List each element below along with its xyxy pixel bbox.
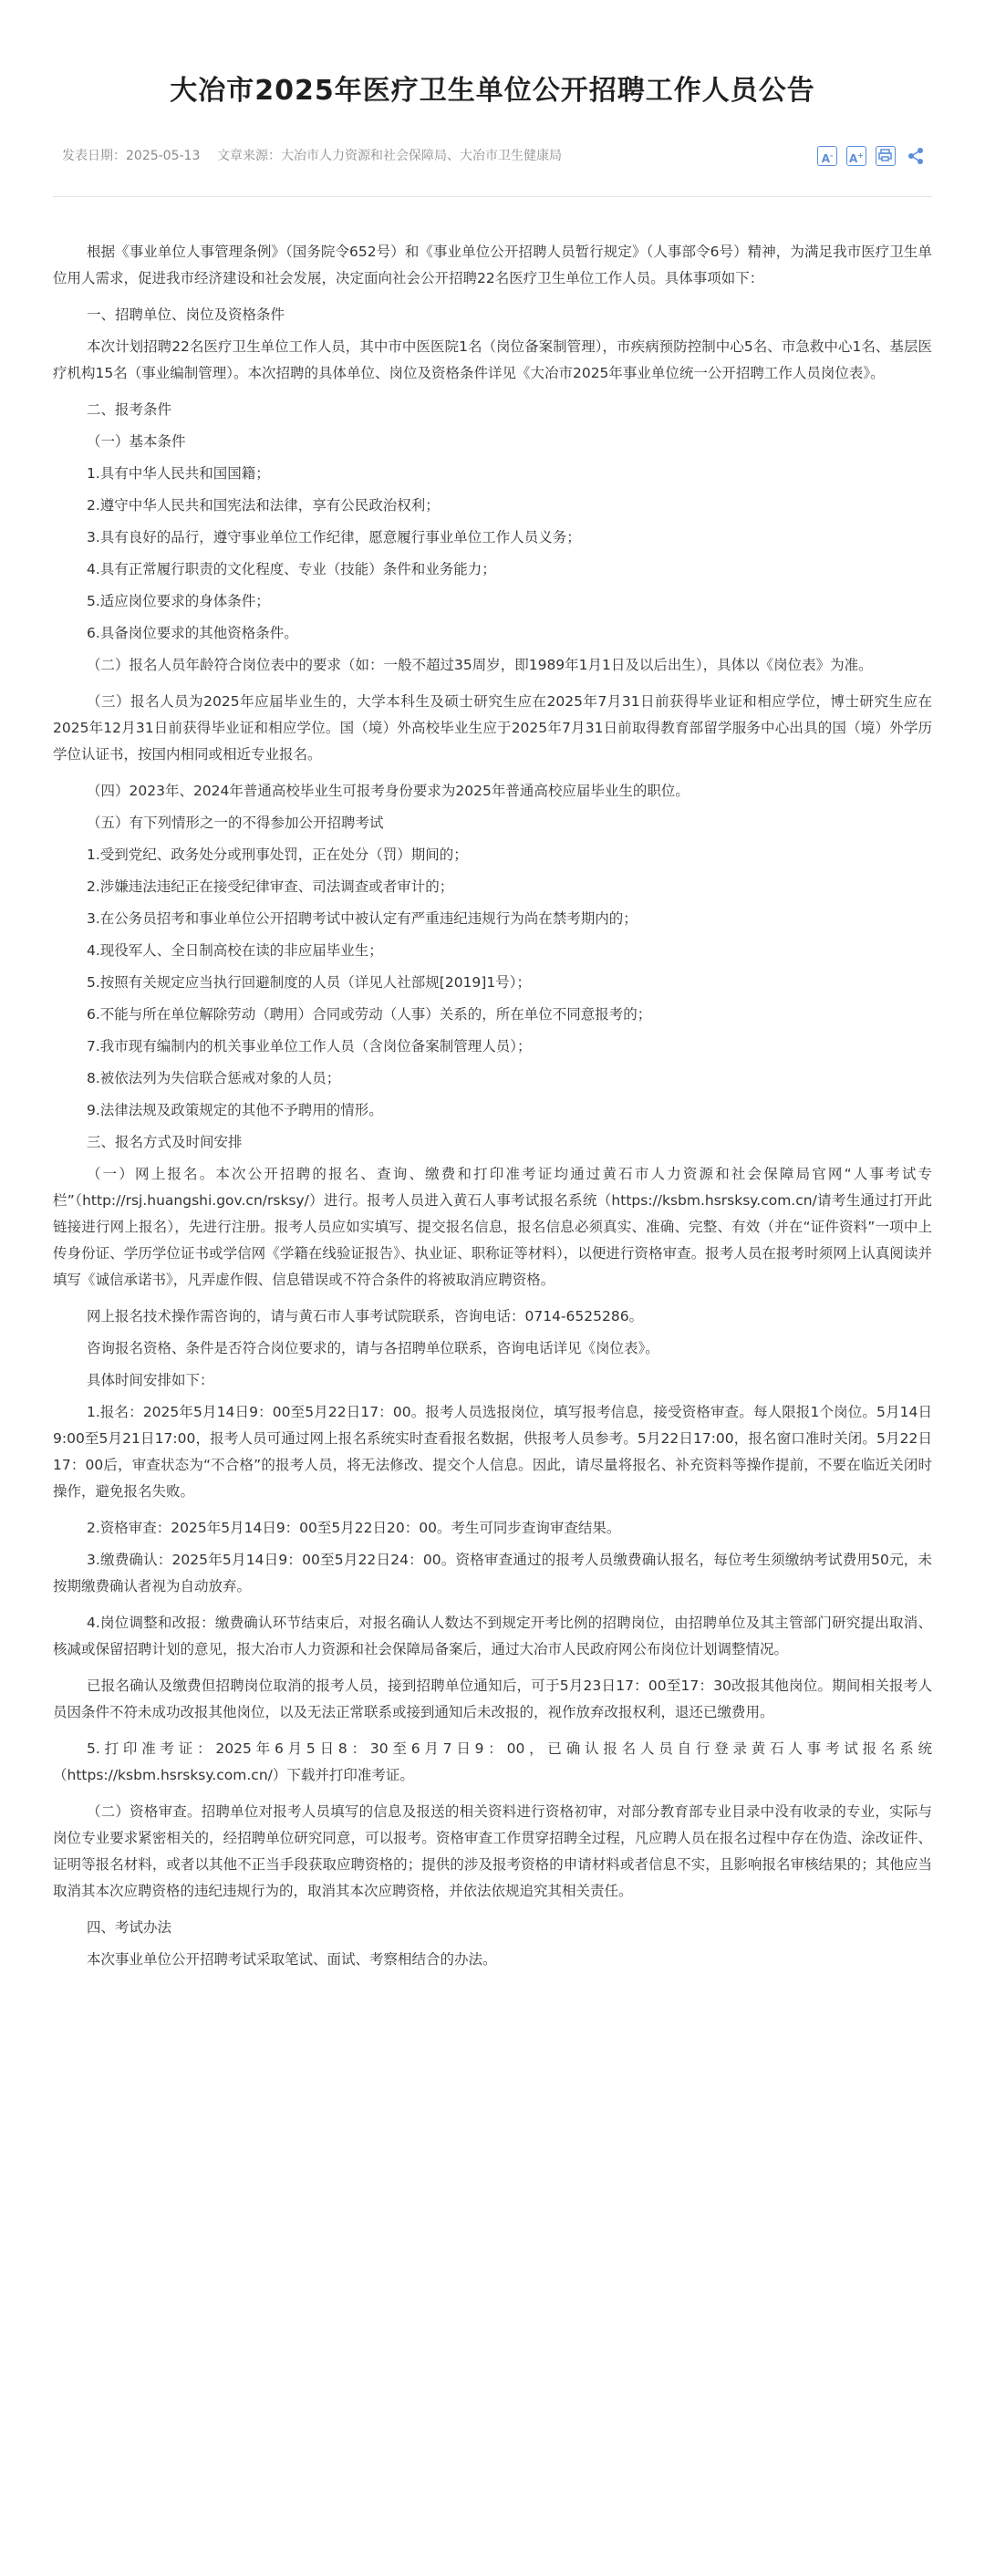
- font-size-increase-button[interactable]: A+: [846, 146, 866, 166]
- paragraph: 5.打印准考证：2025年6月5日8：30至6月7日9：00，已确认报名人员自行登录黄石人事考试报名系统（https://ksbm.hsrsksy.com.cn/）下载并打印准考证。: [53, 1740, 932, 1783]
- list-item: 3.在公务员招考和事业单位公开招聘考试中被认定有严重违纪违规行为尚在禁考期内的；: [87, 910, 638, 927]
- paragraph: （一）网上报名。本次公开招聘的报名、查询、缴费和打印准考证均通过黄石市人力资源和社会保障局官网“人事考试专栏”（http://rsj.huangshi.gov.cn/rsksy/）进行。报考人员进入黄石人事考试报名系统（https://ksbm.hsrsksy.com.cn/请考生通过打开此链接进行网上报名），先进行注册。报考人员应如实填写、提交报名信息，报名信息必须真实、准确、完整、有效（并在“证件资料”一项中上传身份证、学历学位证书或学信网《学籍在线验证报告》、执业证、职称证等材料），以便进行资格审查。报考人员在报考时须网上认真阅读并填写《诚信承诺书》，凡弄虚作假、信息错误或不符合条件的将被取消应聘资格。: [53, 1166, 932, 1288]
- article-source: 大冶市人力资源和社会保障局、大冶市卫生健康局: [281, 149, 562, 163]
- list-item: 2.遵守中华人民共和国宪法和法律，享有公民政治权利；: [87, 497, 440, 514]
- share-icon[interactable]: [906, 146, 926, 166]
- list-item: 7.我市现有编制内的机关事业单位工作人员（含岗位备案制管理人员）；: [87, 1038, 532, 1054]
- paragraph: （二）资格审查。招聘单位对报考人员填写的信息及报送的相关资料进行资格初审，对部分教育部专业目录中没有收录的专业，实际与岗位专业要求紧密相关的，经招聘单位研究同意，可以报考。资格审查工作贯穿招聘全过程，凡应聘人员在报名过程中存在伪造、涂改证件、证明等报名材料，或者以其他不正当手段获取应聘资格的；提供的涉及报考资格的申请材料或者信息不实，且影响报名审核结果的；其他应当取消其本次应聘资格的违纪违规行为的，取消其本次应聘资格，并依法依规追究其相关责任。: [53, 1803, 932, 1899]
- article-title: 大冶市2025年医疗卫生单位公开招聘工作人员公告: [170, 75, 815, 107]
- paragraph: 本次计划招聘22名医疗卫生单位工作人员，其中市中医医院1名（岗位备案制管理），市疾病预防控制中心5名、市急救中心1名、基层医疗机构15名（事业编制管理）。本次招聘的具体单位、岗位及资格条件详见《大冶市2025年事业单位统一公开招聘工作人员岗位表》。: [53, 338, 932, 381]
- paragraph: 具体时间安排如下：: [87, 1372, 214, 1388]
- paragraph: 网上报名技术操作需咨询的，请与黄石市人事考试院联系，咨询电话：0714-6525286。: [87, 1308, 644, 1324]
- source-label: 文章来源：: [217, 149, 281, 163]
- paragraph: 根据《事业单位人事管理条例》（国务院令652号）和《事业单位公开招聘人员暂行规定》（人事部令6号）精神，为满足我市医疗卫生单位用人需求，促进我市经济建设和社会发展，决定面向社会公开招聘22名医疗卫生单位工作人员。具体事项如下：: [53, 244, 932, 286]
- paragraph: 1.报名：2025年5月14日9：00至5月22日17：00。报考人员选报岗位，填写报考信息，接受资格审查。每人限报1个岗位。5月14日9:00至5月21日17:00，报考人员可通过网上报名系统实时查看报名数据，供报考人员参考。5月22日17:00，报名窗口准时关闭。5月22日17：00后，审查状态为“不合格”的报考人员，将无法修改、提交个人信息。因此，请尽量将报名、补充资料等操作提前，不要在临近关闭时操作，避免报名失败。: [53, 1404, 932, 1500]
- paragraph: （二）报名人员年龄符合岗位表中的要求（如：一般不超过35周岁，即1989年1月1日及以后出生），具体以《岗位表》为准。: [87, 657, 873, 673]
- font-increase-label: A: [849, 152, 858, 165]
- section-heading: 三、报名方式及时间安排: [87, 1134, 243, 1150]
- list-item: 6.具备岗位要求的其他资格条件。: [87, 625, 298, 641]
- paragraph: （四）2023年、2024年普通高校毕业生可报考身份要求为2025年普通高校应届毕业生的职位。: [87, 783, 690, 799]
- list-item: 5.按照有关规定应当执行回避制度的人员（详见人社部规[2019]1号）；: [87, 974, 531, 991]
- list-item: 4.现役军人、全日制高校在读的非应届毕业生；: [87, 942, 383, 959]
- list-item: 1.受到党纪、政务处分或刑事处罚，正在处分（罚）期间的；: [87, 847, 468, 863]
- print-button[interactable]: [876, 146, 896, 166]
- list-item: 5.适应岗位要求的身体条件；: [87, 593, 270, 609]
- subsection-heading: （一）基本条件: [87, 433, 186, 450]
- section-heading: 二、报考条件: [87, 401, 172, 418]
- subsection-heading: （五）有下列情形之一的不得参加公开招聘考试: [87, 815, 384, 831]
- paragraph: 4.岗位调整和改报：缴费确认环节结束后，对报名确认人数达不到规定开考比例的招聘岗位，由招聘单位及其主管部门研究提出取消、核减或保留招聘计划的意见，报大冶市人力资源和社会保障局备案后，通过大冶市人民政府网公布岗位计划调整情况。: [53, 1615, 932, 1657]
- paragraph: 3.缴费确认：2025年5月14日9：00至5月22日24：00。资格审查通过的报考人员缴费确认报名，每位考生须缴纳考试费用50元，未按期缴费确认者视为自动放弃。: [53, 1552, 932, 1594]
- paragraph: 已报名确认及缴费但招聘岗位取消的报考人员，接到招聘单位通知后，可于5月23日17：00至17：30改报其他岗位。期间相关报考人员因条件不符未成功改报其他岗位，以及无法正常联系或接到通知后未改报的，视作放弃改报权利，退还已缴费用。: [53, 1678, 932, 1720]
- paragraph: 咨询报名资格、条件是否符合岗位要求的，请与各招聘单位联系，咨询电话详见《岗位表》。: [87, 1340, 659, 1356]
- list-item: 8.被依法列为失信联合惩戒对象的人员；: [87, 1070, 341, 1086]
- print-icon: [876, 147, 894, 164]
- paragraph: （三）报名人员为2025年应届毕业生的，大学本科生及硕士研究生应在2025年7月31日前获得毕业证和相应学位，博士研究生应在2025年12月31日前获得毕业证和相应学位。国（境）外高校毕业生应于2025年7月31日前取得教育部留学服务中心出具的国（境）外学历学位认证书，按国内相同或相近专业报名。: [53, 693, 932, 763]
- section-heading: 一、招聘单位、岗位及资格条件: [87, 306, 285, 323]
- list-item: 4.具有正常履行职责的文化程度、专业（技能）条件和业务能力；: [87, 561, 496, 577]
- paragraph: 2.资格审查：2025年5月14日9：00至5月22日20：00。考生可同步查询审查结果。: [87, 1520, 621, 1536]
- font-decrease-label: A: [821, 152, 830, 165]
- list-item: 6.不能与所在单位解除劳动（聘用）合同或劳动（人事）关系的，所在单位不同意报考的；: [87, 1006, 652, 1023]
- article-body: [53, 239, 932, 1979]
- publish-date: 发表日期：2025-05-13: [62, 149, 201, 163]
- list-item: 9.法律法规及政策规定的其他不予聘用的情形。: [87, 1102, 383, 1118]
- list-item: 1.具有中华人民共和国国籍；: [87, 465, 270, 482]
- font-size-decrease-button[interactable]: A-: [817, 146, 837, 166]
- list-item: 3.具有良好的品行，遵守事业单位工作纪律，愿意履行事业单位工作人员义务；: [87, 529, 581, 545]
- header-divider: [53, 196, 932, 197]
- section-heading: 四、考试办法: [87, 1919, 172, 1936]
- article-tools: [817, 146, 927, 168]
- paragraph: 本次事业单位公开招聘考试采取笔试、面试、考察相结合的办法。: [87, 1951, 497, 1968]
- list-item: 2.涉嫌违法违纪正在接受纪律审查、司法调查或者审计的；: [87, 878, 454, 895]
